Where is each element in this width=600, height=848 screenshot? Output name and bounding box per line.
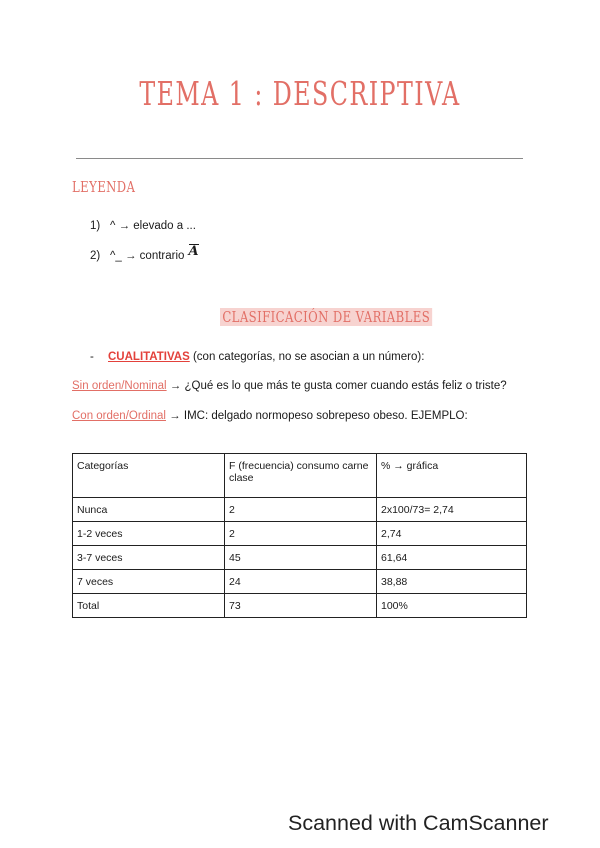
con-orden-text: → IMC: delgado normopeso sobrepeso obeso. EJEMPLO: (165, 410, 468, 422)
table-cell: 2,74 (377, 522, 527, 546)
table-cell: 3-7 veces (73, 546, 225, 570)
sin-orden-label: Sin orden/Nominal (72, 380, 167, 392)
leyenda-heading: LEYENDA (72, 178, 136, 196)
sin-orden-text: → ¿Qué es lo que más te gusta comer cuando estás feliz o triste? (166, 380, 507, 392)
table-header-cell: % → gráfica (377, 454, 527, 498)
table-cell: 2x100/73= 2,74 (377, 498, 527, 522)
legend-item-number: 1) (90, 220, 101, 232)
legend-item (90, 220, 196, 232)
table-row (73, 546, 527, 570)
table-cell: 73 (225, 594, 377, 618)
table-cell: 2 (225, 498, 377, 522)
table-row (73, 498, 527, 522)
scanner-watermark: Scanned with CamScanner (288, 811, 549, 835)
table-header-row (73, 454, 527, 498)
table-cell: 1-2 veces (73, 522, 225, 546)
table-cell: 100% (377, 594, 527, 618)
table-header-cell: Categorías (73, 454, 225, 498)
table-cell: Nunca (73, 498, 225, 522)
a-bar-symbol: A (188, 244, 199, 259)
table-row (73, 594, 527, 618)
sin-orden-line (72, 380, 507, 392)
legend-item-text: ^_ → contrario (110, 250, 185, 262)
legend-item-number: 2) (90, 250, 101, 262)
cualitativas-description: (con categorías, no se asocian a un número): (189, 351, 425, 363)
cualitativas-line (90, 351, 424, 363)
clasificacion-heading: CLASIFICACIÓN DE VARIABLES (220, 308, 432, 326)
table-cell: 61,64 (377, 546, 527, 570)
table-row (73, 522, 527, 546)
table-cell: 24 (225, 570, 377, 594)
page-title: TEMA 1 : DESCRIPTIVA (139, 74, 461, 113)
table-row (73, 570, 527, 594)
con-orden-label: Con orden/Ordinal (72, 410, 166, 422)
table-header-cell: F (frecuencia) consumo carne clase (225, 454, 377, 498)
bullet: - (90, 351, 94, 363)
table-cell: 2 (225, 522, 377, 546)
table-cell: 7 veces (73, 570, 225, 594)
table-cell: 38,88 (377, 570, 527, 594)
divider (76, 158, 523, 159)
cualitativas-label: CUALITATIVAS (108, 351, 190, 363)
legend-item-text: ^ → elevado a ... (110, 220, 196, 232)
legend-item (90, 244, 199, 263)
table-cell: 45 (225, 546, 377, 570)
table-cell: Total (73, 594, 225, 618)
con-orden-line (72, 410, 468, 422)
frequency-table (72, 453, 527, 618)
